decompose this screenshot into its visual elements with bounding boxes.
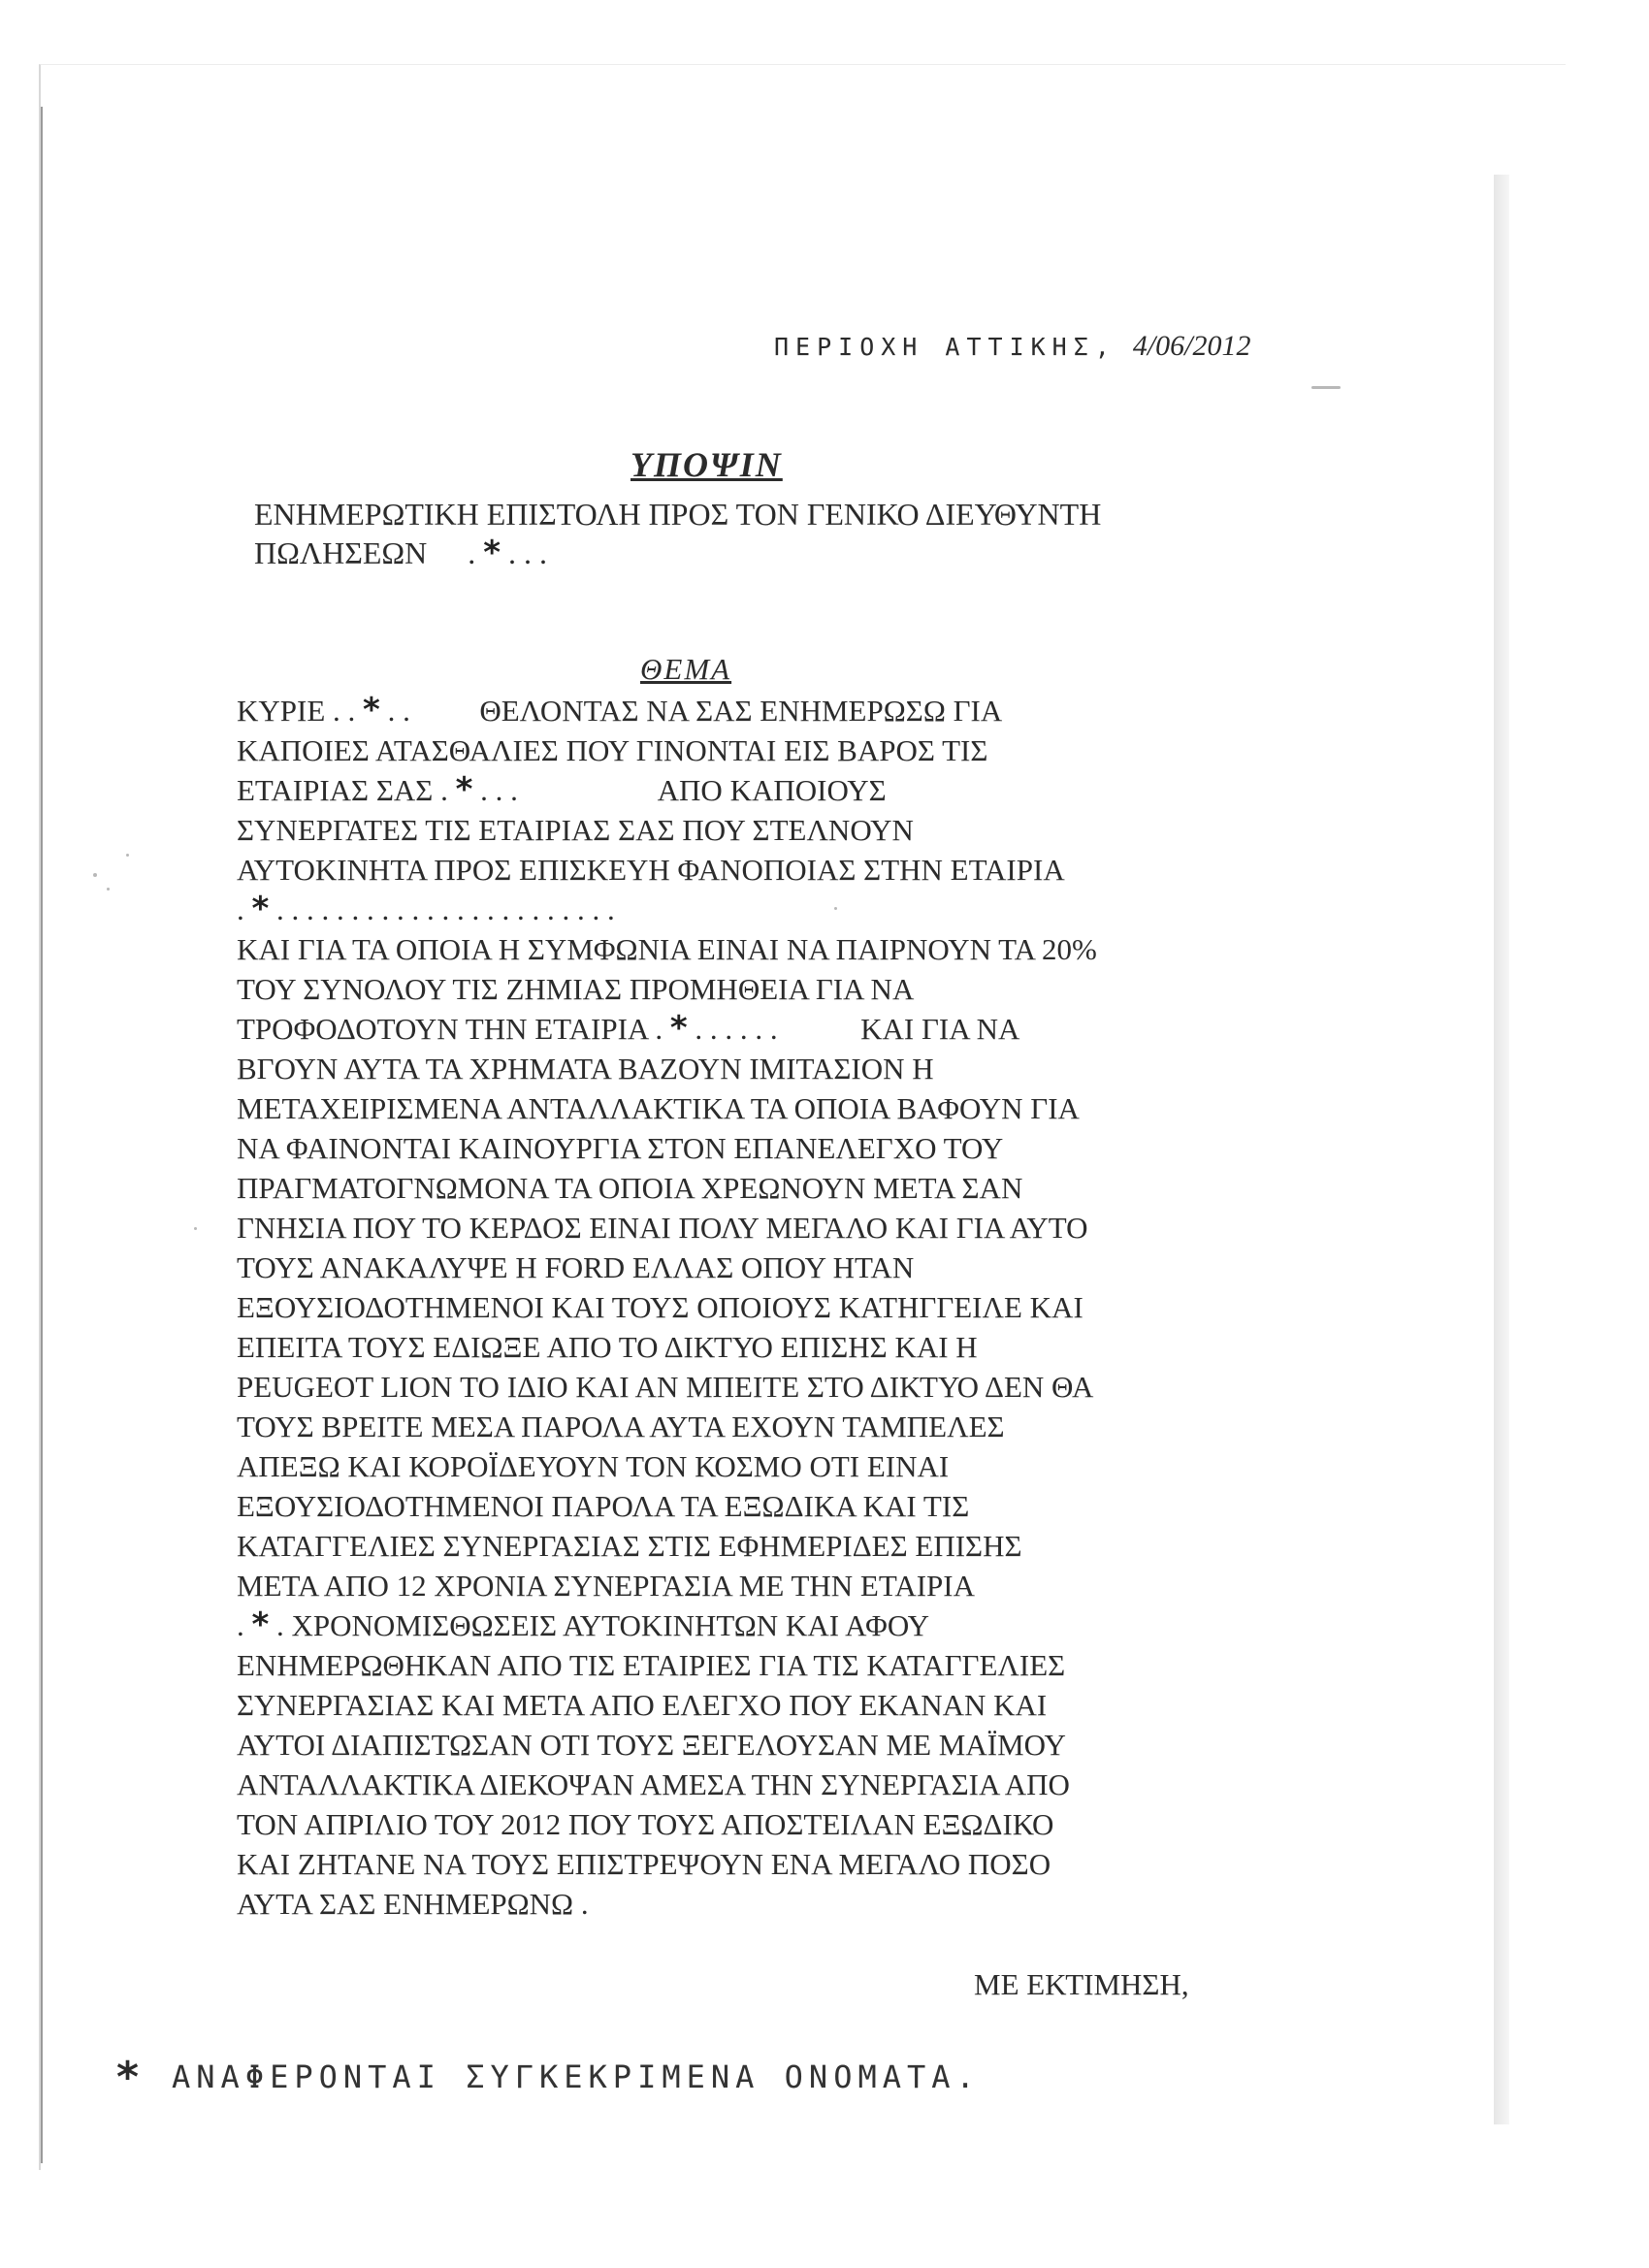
body-line: ΠΡΑΓΜΑΤΟΓΝΩΜΟΝΑ ΤΑ ΟΠΟΙΑ ΧΡΕΩΝΟΥΝ ΜΕΤΑ ΣΑΝ <box>237 1171 1023 1205</box>
place-handwritten: ΠΕΡΙΟΧΗ ΑΤΤΙΚΗΣ, <box>774 333 1116 361</box>
page-left-edge <box>41 107 43 2163</box>
body-line: ΕΠΕΙΤΑ ΤΟΥΣ ΕΔΙΩΞΕ ΑΠΟ ΤΟ ΔΙΚΤΥΟ ΕΠΙΣΗΣ ΚΑΙ Η <box>237 1330 978 1364</box>
body-line: ΚΑΙ ΓΙΑ ΤΑ ΟΠΟΙΑ Η ΣΥΜΦΩΝΙΑ ΕΙΝΑΙ ΝΑ ΠΑΙΡΝΟΥΝ ΤΑ 20% <box>237 932 1097 966</box>
scan-speck <box>107 888 110 891</box>
body-fragment: . . . . . . . . . . . . . . . . . . . . . . . <box>276 892 615 926</box>
redaction-star-icon: * <box>455 770 473 809</box>
closing-salutation: ΜΕ ΕΚΤΙΜΗΣΗ, <box>974 1967 1189 2001</box>
body-fragment: ΑΠΟ ΚΑΠΟΙΟΥΣ <box>657 773 887 807</box>
letter-date: 4/06/2012 <box>1132 330 1251 362</box>
scan-speck <box>93 873 97 877</box>
body-line: ΑΥΤΟΚΙΝΗΤΑ ΠΡΟΣ ΕΠΙΣΚΕΥΗ ΦΑΝΟΠΟΙΑΣ ΣΤΗΝ ΕΤΑΙΡΙΑ <box>237 853 1065 887</box>
body-line: ΒΓΟΥΝ ΑΥΤΑ ΤΑ ΧΡΗΜΑΤΑ ΒΑΖΟΥΝ ΙΜΙΤΑΣΙΟΝ Η <box>237 1052 934 1085</box>
recipient-dots: . . . <box>508 535 548 570</box>
redaction-star-icon: * <box>669 1009 688 1048</box>
recipient-block <box>254 495 1101 572</box>
redaction-star-icon: * <box>483 534 501 572</box>
footnote-text: ΑΝΑΦΕΡΟΝΤΑΙ ΣΥΓΚΕΚΡΙΜΕΝΑ ΟΝΟΜΑΤΑ. <box>172 2058 981 2095</box>
body-line: ΝΑ ΦΑΙΝΟΝΤΑΙ ΚΑΙΝΟΥΡΓΙΑ ΣΤΟΝ ΕΠΑΝΕΛΕΓΧΟ ΤΟΥ <box>237 1131 1004 1165</box>
body-line: ΤΟΥ ΣΥΝΟΛΟΥ ΤΙΣ ΖΗΜΙΑΣ ΠΡΟΜΗΘΕΙΑ ΓΙΑ ΝΑ <box>237 972 915 1006</box>
body-line <box>237 890 1304 929</box>
redaction-star-icon: * <box>251 1605 270 1644</box>
body-line: PEUGEOT LION ΤΟ ΙΔΙΟ ΚΑΙ ΑΝ ΜΠΕΙΤΕ ΣΤΟ ΔΙΚΤΥΟ ΔΕΝ ΘΑ <box>237 1370 1094 1404</box>
body-fragment: ΤΡΟΦΟΔΟΤΟΥΝ ΤΗΝ ΕΤΑΙΡΙΑ . <box>237 1012 663 1046</box>
body-fragment: ΘΕΛΟΝΤΑΣ ΝΑ ΣΑΣ ΕΝΗΜΕΡΩΣΩ ΓΙΑ <box>479 694 1003 728</box>
body-line: ΤΟΝ ΑΠΡΙΛΙΟ ΤΟΥ 2012 ΠΟΥ ΤΟΥΣ ΑΠΟΣΤΕΙΛΑΝ ΕΞΩΔΙΚΟ <box>237 1807 1054 1841</box>
scan-speck <box>194 1227 197 1230</box>
body-line: ΣΥΝΕΡΓΑΤΕΣ ΤΙΣ ΕΤΑΙΡΙΑΣ ΣΑΣ ΠΟΥ ΣΤΕΛΝΟΥΝ <box>237 813 914 847</box>
body-fragment: . . . . . . <box>695 1012 778 1046</box>
body-line: ΜΕΤΑ ΑΠΟ 12 ΧΡΟΝΙΑ ΣΥΝΕΡΓΑΣΙΑ ΜΕ ΤΗΝ ΕΤΑΙΡΙΑ <box>237 1569 975 1603</box>
redaction-star-icon: * <box>251 890 270 928</box>
footnote-star-icon: * <box>116 2053 140 2102</box>
body-line: ΤΟΥΣ ΒΡΕΙΤΕ ΜΕΣΑ ΠΑΡΟΛΑ ΑΥΤΑ ΕΧΟΥΝ ΤΑΜΠΕΛΕΣ <box>237 1409 1005 1443</box>
body-line: ΑΥΤΑ ΣΑΣ ΕΝΗΜΕΡΩΝΩ . <box>237 1887 589 1921</box>
body-fragment: ΚΥΡΙΕ . . <box>237 694 356 728</box>
body-line: ΑΠΕΞΩ ΚΑΙ ΚΟΡΟΪΔΕΥΟΥΝ ΤΟΝ ΚΟΣΜΟ ΟΤΙ ΕΙΝΑΙ <box>237 1449 950 1483</box>
scan-speck <box>1311 386 1341 389</box>
body-line: ΣΥΝΕΡΓΑΣΙΑΣ ΚΑΙ ΜΕΤΑ ΑΠΟ ΕΛΕΓΧΟ ΠΟΥ ΕΚΑΝΑΝ ΚΑΙ <box>237 1688 1048 1722</box>
body-fragment: . . <box>387 694 410 728</box>
body-line: ΕΞΟΥΣΙΟΔΟΤΗΜΕΝΟΙ ΠΑΡΟΛΑ ΤΑ ΕΞΩΔΙΚΑ ΚΑΙ ΤΙΣ <box>237 1489 970 1523</box>
body-line: ΑΥΤΟΙ ΔΙΑΠΙΣΤΩΣΑΝ ΟΤΙ ΤΟΥΣ ΞΕΓΕΛΟΥΣΑΝ ΜΕ ΜΑΪΜΟΥ <box>237 1728 1066 1762</box>
subject-label: ΘΕΜΑ <box>640 652 732 686</box>
body-line: ΚΑΙ ΖΗΤΑΝΕ ΝΑ ΤΟΥΣ ΕΠΙΣΤΡΕΨΟΥΝ ΕΝΑ ΜΕΓΑΛΟ ΠΟΣΟ <box>237 1847 1051 1881</box>
body-line: ΚΑΤΑΓΓΕΛΙΕΣ ΣΥΝΕΡΓΑΣΙΑΣ ΣΤΙΣ ΕΦΗΜΕΡΙΔΕΣ ΕΠΙΣΗΣ <box>237 1529 1022 1563</box>
body-line: ΚΑΠΟΙΕΣ ΑΤΑΣΘΑΛΙΕΣ ΠΟΥ ΓΙΝΟΝΤΑΙ ΕΙΣ ΒΑΡΟΣ ΤΙΣ <box>237 733 988 767</box>
place-and-date <box>774 330 1251 363</box>
body-fragment: ΚΑΙ ΓΙΑ ΝΑ <box>860 1012 1020 1046</box>
body-line: ΜΕΤΑΧΕΙΡΙΣΜΕΝΑ ΑΝΤΑΛΛΑΚΤΙΚΑ ΤΑ ΟΠΟΙΑ ΒΑΦΟΥΝ ΓΙΑ <box>237 1091 1080 1125</box>
dot-mark: . <box>468 535 476 570</box>
footnote <box>116 2053 981 2102</box>
body-line: ΓΝΗΣΙΑ ΠΟΥ ΤΟ ΚΕΡΔΟΣ ΕΙΝΑΙ ΠΟΛΥ ΜΕΓΑΛΟ ΚΑΙ ΓΙΑ ΑΥΤΟ <box>237 1211 1088 1245</box>
letter-body <box>237 691 1304 1924</box>
body-line: ΑΝΤΑΛΛΑΚΤΙΚΑ ΔΙΕΚΟΨΑΝ ΑΜΕΣΑ ΤΗΝ ΣΥΝΕΡΓΑΣΙΑ ΑΠΟ <box>237 1767 1070 1801</box>
scan-speck <box>834 907 837 910</box>
redaction-star-icon: * <box>363 691 380 729</box>
body-line <box>237 691 1304 730</box>
body-line <box>237 770 1304 810</box>
body-fragment: ΕΤΑΙΡΙΑΣ ΣΑΣ . <box>237 773 448 807</box>
recipient-line-2 <box>254 534 1101 572</box>
letter-title: ΥΠΟΨΙΝ <box>630 445 783 484</box>
body-fragment: . . . <box>480 773 518 807</box>
body-line: ΕΝΗΜΕΡΩΘΗΚΑΝ ΑΠΟ ΤΙΣ ΕΤΑΙΡΙΕΣ ΓΙΑ ΤΙΣ ΚΑΤΑΓΓΕΛΙΕΣ <box>237 1648 1066 1682</box>
recipient-prefix: ΠΩΛΗΣΕΩΝ <box>254 535 428 570</box>
page-edge-shadow <box>1494 175 1509 2124</box>
body-fragment: . <box>237 892 244 926</box>
scan-speck <box>126 854 129 857</box>
body-line <box>237 1605 1304 1645</box>
body-line: ΕΞΟΥΣΙΟΔΟΤΗΜΕΝΟΙ ΚΑΙ ΤΟΥΣ ΟΠΟΙΟΥΣ ΚΑΤΗΓΓΕΙΛΕ ΚΑΙ <box>237 1290 1083 1324</box>
body-line <box>237 1009 1304 1049</box>
body-line: ΤΟΥΣ ΑΝΑΚΑΛΥΨΕ Η FORD ΕΛΛΑΣ ΟΠΟΥ ΗΤΑΝ <box>237 1250 915 1284</box>
body-fragment: . <box>237 1608 244 1642</box>
recipient-line-1: ΕΝΗΜΕΡΩΤΙΚΗ ΕΠΙΣΤΟΛΗ ΠΡΟΣ ΤΟΝ ΓΕΝΙΚΟ ΔΙΕΥΘΥΝΤΗ <box>254 497 1102 532</box>
body-fragment: . ΧΡΟΝΟΜΙΣΘΩΣΕΙΣ ΑΥΤΟΚΙΝΗΤΩΝ ΚΑΙ ΑΦΟΥ <box>276 1608 930 1642</box>
